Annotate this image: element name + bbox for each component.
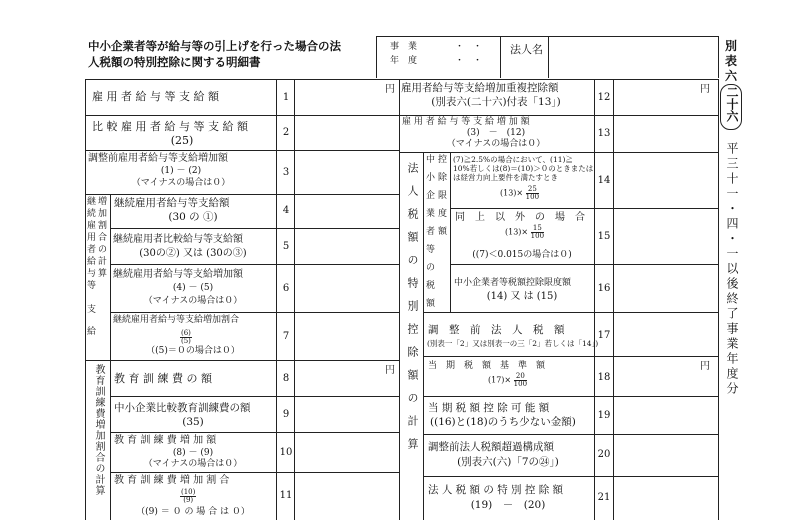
row13-amount-field[interactable]: [614, 116, 717, 151]
row21-number: 21: [597, 492, 611, 503]
row14-formula: [500, 186, 539, 201]
row6-note: （マイナスの場合は０）: [143, 296, 243, 306]
row10-label: 教 育 訓 練 費 増 加 額: [114, 435, 217, 446]
row15-frac-numerator: 15: [531, 225, 544, 233]
row15-amount-field[interactable]: [614, 209, 717, 263]
form-title-line2: 人税額の特別控除に関する明細書: [88, 55, 261, 69]
row11-frac-numerator: (10): [181, 488, 196, 496]
right-outer-group-divider: [423, 152, 424, 520]
row20-sublabel: (別表六(六)「7の㉔」): [457, 456, 559, 468]
row9-label: 中小企業比較教育訓練費の額: [114, 402, 251, 414]
row11-fraction: [180, 486, 196, 505]
row1-amount-field[interactable]: [295, 80, 398, 114]
row18-frac-numerator: 20: [514, 373, 527, 381]
row11-number: 11: [279, 490, 293, 501]
row7-number: 7: [282, 331, 290, 342]
header-divider: [376, 36, 377, 78]
row12-amount-field[interactable]: [614, 80, 717, 114]
row4-amount-field[interactable]: [295, 195, 398, 227]
header-mid-divider: [500, 36, 501, 78]
row19-amount-field[interactable]: [614, 397, 717, 433]
row2-label: 比 較 雇 用 者 給 与 等 支 給 額: [92, 120, 248, 133]
row19-sublabel: ((16)と(18)のうち少ない金額): [430, 416, 576, 428]
row9-number: 9: [282, 409, 290, 420]
row19-number: 19: [597, 410, 611, 421]
row11-ratio-field[interactable]: [295, 473, 398, 519]
corp-name-field[interactable]: [549, 37, 717, 77]
table-right-edge: [718, 79, 719, 520]
row11-note: （(9) ＝ ０ の 場 合 は ０）: [136, 507, 250, 517]
row8-yen-unit: 円: [385, 365, 395, 376]
row14-frac-numerator: 25: [526, 186, 539, 194]
row17-sublabel: (別表一「2」又は別表一の三「2」若しくは「14」): [427, 339, 599, 348]
row4-sublabel: (30 の ①): [168, 211, 218, 223]
row8-amount-field[interactable]: [295, 361, 398, 395]
row7-ratio-field[interactable]: [295, 313, 398, 359]
row16-amount-field[interactable]: [614, 265, 717, 311]
row10-amount-field[interactable]: [295, 433, 398, 471]
row14-amount-field[interactable]: [614, 153, 717, 207]
row8-number: 8: [282, 373, 290, 384]
row12-number: 12: [597, 92, 611, 103]
row13-label: 雇 用 者 給 与 等 支 給 増 加 額: [402, 117, 530, 127]
row21-label: 法 人 税 額 の 特 別 控 除 額: [428, 484, 564, 496]
row1-label: 雇 用 者 給 与 等 支 給 額: [92, 90, 219, 103]
row10-note: （マイナスの場合は０）: [143, 459, 243, 469]
special-deduction-group-label: 法人税額の特別控除額の計算: [406, 162, 419, 461]
row16-sublabel: (14) 又 は (15): [486, 291, 558, 302]
row1-number: 1: [282, 92, 290, 103]
row6-formula: (4) － (5): [172, 283, 214, 293]
row8-label: 教 育 訓 練 費 の 額: [114, 372, 212, 385]
row9-sublabel: (35): [182, 416, 204, 428]
row19-label: 当 期 税 額 控 除 可 能 額: [428, 402, 550, 414]
biz-year-label2: 年 度: [390, 56, 418, 66]
row14-condition-line3: は経営力向上要件を満たすとき: [453, 173, 558, 182]
row18-label: 当 期 税 額 基 準 額: [428, 361, 546, 371]
row10-formula: (8) － (9): [172, 448, 214, 458]
row18-number: 18: [597, 372, 611, 383]
row18-formula: [488, 373, 527, 388]
row5-amount-field[interactable]: [295, 229, 398, 263]
row18-yen-unit: 円: [700, 361, 710, 372]
row1-yen-unit: 円: [385, 84, 395, 95]
row3-note: （マイナスの場合は０）: [131, 178, 231, 188]
row5-number: 5: [282, 241, 290, 252]
form-code-number: 二十六: [725, 86, 739, 122]
row15-frac-denominator: 100: [530, 232, 545, 240]
row17-amount-field[interactable]: [614, 313, 717, 355]
table-left-edge: [85, 79, 86, 520]
row5-sublabel: (30の②) 又は (30の③): [139, 248, 247, 259]
row18-expr: (17)×: [488, 375, 512, 385]
row14-condition-line1: (7)≧2.5%の場合において、(11)≧: [453, 155, 573, 164]
row21-sublabel: (19) － (20): [470, 499, 546, 511]
form-code-b: 表: [725, 54, 738, 68]
row2-amount-field[interactable]: [295, 116, 398, 149]
row15-expr: (13)×: [505, 227, 529, 237]
row18-frac-denominator: 100: [513, 380, 528, 388]
row12-yen-unit: 円: [700, 84, 710, 95]
row16-label: 中小企業者等税額控除限度額: [454, 278, 572, 288]
row6-label: 継続雇用者給与等支給増加額: [113, 269, 243, 280]
row11-frac-denominator: (9): [183, 496, 194, 504]
row4-number: 4: [282, 205, 290, 216]
row20-amount-field[interactable]: [614, 435, 717, 475]
row20-label: 調整前法人税額超過構成額: [428, 441, 554, 453]
row3-label: 調整前雇用者給与等支給増加額: [88, 153, 228, 164]
row2-sublabel: (25): [170, 134, 194, 147]
row6-amount-field[interactable]: [295, 265, 398, 311]
row7-label: 継続雇用者給与等支給増加割合: [113, 315, 240, 325]
row14-expr: (13)×: [500, 188, 524, 198]
row3-number: 3: [282, 167, 290, 178]
row14-number: 14: [597, 175, 611, 186]
form-code-c: 六: [725, 69, 738, 83]
row4-label: 継続雇用者給与等支給額: [114, 197, 230, 209]
row14-condition-line2: 10%若しくは(8)＝(10)＞０のときまたは: [453, 164, 594, 173]
row15-note: ((7)＜0.015の場合は０): [472, 250, 572, 260]
row7-frac-numerator: (6): [181, 329, 191, 337]
row21-amount-field[interactable]: [614, 477, 717, 519]
row13-note: （マイナスの場合は０）: [446, 139, 546, 149]
fiscal-start-date-field[interactable]: ・ ・: [455, 42, 483, 52]
row18-amount-field[interactable]: [614, 357, 717, 395]
row9-amount-field[interactable]: [295, 397, 398, 431]
row2-number: 2: [282, 127, 290, 138]
education-training-group-label: 教育訓練費増加割合の計算: [93, 364, 104, 496]
form-title-line1: 中小企業者等が給与等の引上げを行った場合の法: [88, 39, 341, 53]
row17-number: 17: [597, 330, 611, 341]
row13-formula: (3) － (12): [466, 128, 526, 138]
row15-number: 15: [597, 231, 611, 242]
row12-label: 雇用者給与等支給増加重複控除額: [401, 82, 559, 94]
row7-note: （(5)＝０の場合は０）: [146, 346, 240, 356]
row13-number: 13: [597, 128, 611, 139]
row3-formula: (1) － (2): [160, 166, 202, 176]
row15-formula: [505, 225, 544, 240]
row6-number: 6: [282, 283, 290, 294]
row17-label: 調 整 前 法 人 税 額: [428, 324, 565, 336]
row14-frac-denominator: 100: [525, 193, 540, 201]
row15-label: 同 上 以 外 の 場 合: [455, 212, 585, 223]
corp-name-label: 法人名: [510, 43, 543, 56]
row11-label: 教 育 訓 練 費 増 加 割 合: [114, 475, 230, 486]
form-code-a: 別: [725, 39, 738, 53]
biz-year-label1: 事 業: [390, 42, 418, 52]
applicable-period: 平三十一・四・一以後終了事業年度分: [725, 142, 739, 397]
header-right-edge: [718, 36, 719, 78]
right-inner-group-divider: [450, 152, 451, 312]
row16-number: 16: [597, 283, 611, 294]
row20-number: 20: [597, 449, 611, 460]
row10-number: 10: [279, 447, 293, 458]
row7-frac-denominator: (5): [181, 337, 191, 345]
row7-fraction: [180, 327, 192, 346]
row12-sublabel: (別表六(二十六)付表「13」): [431, 96, 561, 108]
row5-label: 継続雇用者比較給与等支給額: [113, 234, 243, 245]
row3-amount-field[interactable]: [295, 151, 398, 193]
fiscal-end-date-field[interactable]: ・ ・: [455, 56, 483, 66]
